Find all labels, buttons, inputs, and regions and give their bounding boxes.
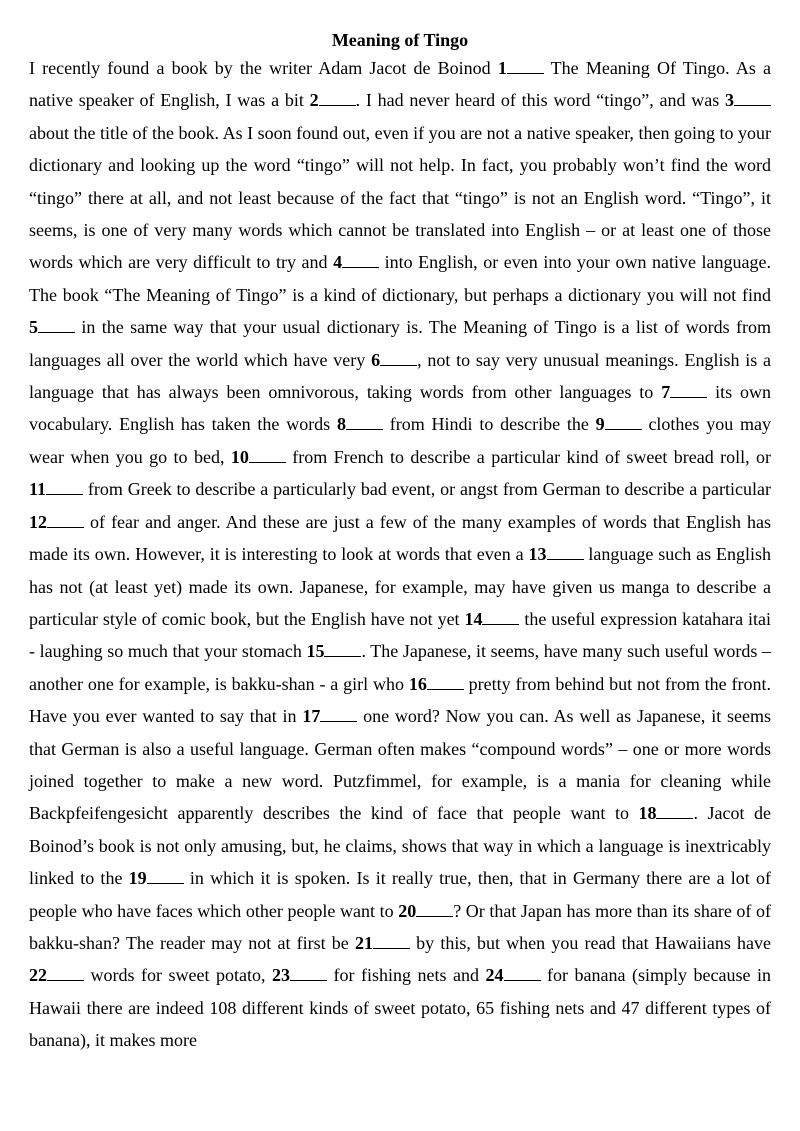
gap-blank-11[interactable] [29, 479, 83, 499]
passage-text-run: about the title of the book. As I soon found out, even if you are not a native speaker, then going to your dictionary and looking up the word “tingo” will not help. In fact, you probably won’t find the word “tingo” there at all, and not least because of the fact that “tingo” is not an English word. “Tingo”, it seems, is one of very many words which cannot be translated into English – or at least one of those words which are very difficult to try and [29, 122, 771, 273]
gap-blank-9[interactable] [596, 414, 642, 434]
passage-text-run: the useful expression katahara itai - laughing so much that your stomach [29, 608, 771, 662]
gap-underline[interactable] [670, 381, 707, 398]
gap-underline[interactable] [380, 348, 417, 365]
passage-text-run: The Meaning Of Tingo. As a native speaker of English, I was a bit [29, 58, 771, 111]
gap-blank-1[interactable] [498, 58, 544, 78]
passage-text-run: . Jacot de Boinod’s book is not only amusing, but, he claims, shows that way in which a language is inextricably linked to the [29, 803, 771, 889]
gap-underline[interactable] [342, 251, 379, 268]
passage-text-run: . I had never heard of this word “tingo”, and was [355, 90, 725, 111]
gap-underline[interactable] [46, 478, 83, 495]
gap-number: 21 [354, 932, 373, 953]
document-page [29, 28, 771, 1057]
passage-text-run: from French to describe a particular kind of sweet bread roll, or [285, 446, 771, 467]
gap-number: 20 [398, 900, 417, 921]
passage-text-run: words for sweet potato, [84, 965, 273, 986]
gap-underline[interactable] [319, 89, 356, 106]
document-title: Meaning of Tingo [331, 30, 469, 50]
gap-underline[interactable] [416, 899, 453, 916]
gap-number: 11 [29, 479, 47, 500]
gap-blank-19[interactable] [129, 868, 184, 888]
gap-blank-22[interactable] [29, 965, 84, 985]
gap-blank-21[interactable] [355, 933, 410, 953]
passage-text [29, 52, 771, 1057]
gap-number: 16 [408, 673, 427, 694]
gap-blank-8[interactable] [337, 414, 383, 434]
gap-blank-3[interactable] [725, 90, 771, 110]
passage-text-run: by this, but when you read that Hawaiians have [409, 932, 771, 953]
gap-blank-24[interactable] [486, 965, 541, 985]
gap-blank-18[interactable] [638, 803, 693, 823]
gap-blank-13[interactable] [529, 544, 584, 564]
passage-text-run: from Hindi to describe the [382, 414, 596, 435]
gap-number: 2 [309, 90, 319, 111]
gap-blank-10[interactable] [231, 447, 286, 467]
gap-blank-16[interactable] [409, 674, 464, 694]
gap-number: 15 [306, 641, 325, 662]
gap-blank-6[interactable] [371, 350, 417, 370]
gap-number: 5 [29, 317, 38, 338]
gap-blank-17[interactable] [302, 706, 357, 726]
gap-underline[interactable] [324, 640, 361, 657]
gap-underline[interactable] [507, 57, 544, 74]
gap-number: 1 [497, 58, 507, 78]
gap-blank-5[interactable] [29, 317, 75, 337]
gap-underline[interactable] [290, 964, 327, 981]
gap-underline[interactable] [373, 932, 410, 949]
gap-number: 17 [302, 706, 321, 727]
gap-underline[interactable] [47, 511, 84, 528]
gap-blank-14[interactable] [464, 609, 519, 629]
passage-text-run: of fear and anger. And these are just a few of the many examples of words that English has made its own. However, it is interesting to look at words that even a [29, 511, 771, 565]
gap-blank-23[interactable] [272, 965, 327, 985]
passage-text-run: for banana (simply because in Hawaii there are indeed 108 different kinds of sweet potato, 65 fishing nets and 47 different types of banana), it makes more [29, 965, 771, 1051]
gap-number: 19 [128, 868, 147, 889]
gap-underline[interactable] [656, 802, 693, 819]
passage-text-run: into English, or even into your own native language. The book “The Meaning of Tingo” is a kind of dictionary, but perhaps a dictionary you will not find [29, 252, 772, 305]
passage-text-run: , not to say very unusual meanings. English is a language that has always been omnivorous, taking words from other languages to [29, 349, 771, 403]
gap-number: 3 [725, 90, 734, 111]
gap-blank-20[interactable] [398, 901, 453, 921]
passage-text-run: from Greek to describe a particularly bad event, or angst from German to describe a particular [83, 479, 771, 500]
gap-number: 22 [29, 965, 47, 986]
passage-text-run: in which it is spoken. Is it really true, then, that in Germany there are a lot of people who have faces which other people want to [29, 868, 771, 921]
gap-number: 18 [638, 803, 657, 824]
passage-text-run: clothes you may wear when you go to bed, [29, 414, 771, 467]
passage-text-run: for fishing nets and [327, 965, 486, 986]
passage-text-run: its own vocabulary. English has taken the words [29, 382, 771, 435]
passage-text-run: in the same way that your usual dictionary is. The Meaning of Tingo is a list of words from languages all over the world which have very [29, 317, 771, 370]
gap-underline[interactable] [47, 964, 84, 981]
gap-underline[interactable] [38, 316, 75, 333]
gap-blank-7[interactable] [661, 382, 707, 402]
gap-underline[interactable] [547, 543, 584, 560]
gap-underline[interactable] [482, 608, 519, 625]
gap-number: 14 [464, 608, 483, 629]
gap-blank-2[interactable] [310, 90, 356, 110]
gap-number: 23 [272, 965, 291, 986]
gap-number: 24 [485, 965, 504, 986]
passage-text-run: pretty from behind but not from the front. Have you ever wanted to say that in [29, 673, 771, 727]
gap-number: 10 [230, 446, 249, 467]
gap-blank-12[interactable] [29, 512, 84, 532]
gap-underline[interactable] [504, 964, 541, 981]
gap-number: 9 [595, 414, 605, 435]
gap-number: 4 [333, 252, 343, 273]
passage-text-run: I recently found a book by the writer Adam Jacot de Boinod [29, 58, 498, 78]
gap-blank-4[interactable] [333, 252, 379, 272]
gap-number: 12 [29, 511, 47, 532]
gap-blank-15[interactable] [306, 641, 361, 661]
passage-text-run: one word? Now you can. As well as Japanese, it seems that German is also a useful language. German often makes “compound words” – one or more words joined together to make a new word. Putzfimmel, for example, is a mania for cleaning while Backpfeifengesicht apparently describes the kind of face that people want to [29, 706, 771, 824]
gap-underline[interactable] [427, 673, 464, 690]
gap-underline[interactable] [147, 867, 184, 884]
gap-number: 7 [661, 382, 671, 403]
gap-underline[interactable] [605, 413, 642, 430]
gap-underline[interactable] [346, 413, 383, 430]
passage-text-run: language such as English has not (at least yet) made its own. Japanese, for example, may have given us manga to describe a particular style of comic book, but the English have not yet [29, 544, 771, 629]
gap-number: 8 [336, 414, 346, 435]
gap-underline[interactable] [320, 705, 357, 722]
gap-number: 13 [528, 544, 547, 565]
gap-number: 6 [371, 349, 381, 370]
passage-text-run: . The Japanese, it seems, have many such useful words – another one for example, is bakku-shan - a girl who [29, 641, 771, 694]
gap-underline[interactable] [249, 446, 286, 463]
passage-text-run: ? Or that Japan has more than its share of of bakku-shan? The reader may not at first be [29, 900, 771, 953]
gap-underline[interactable] [734, 89, 771, 106]
